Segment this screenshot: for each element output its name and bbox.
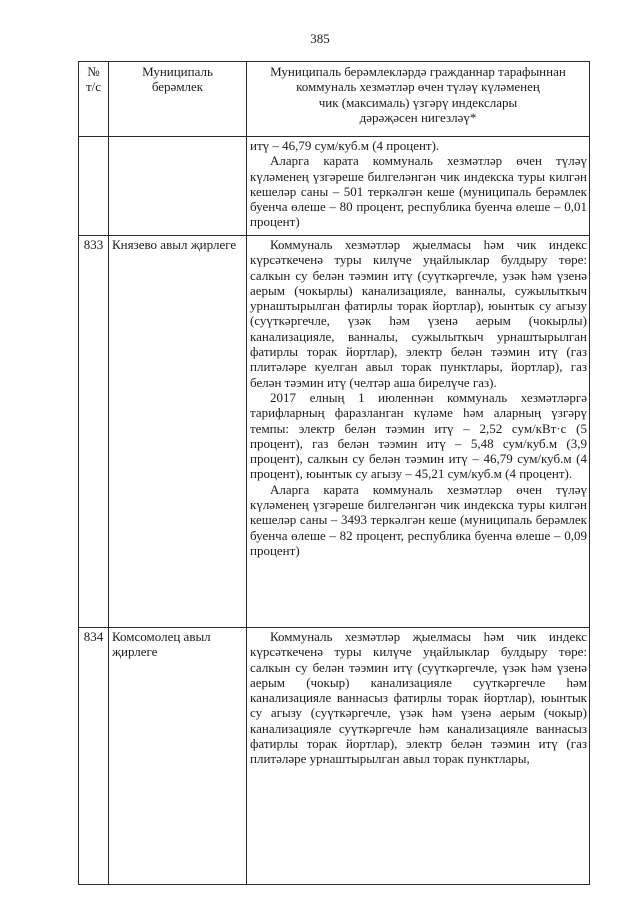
row-description <box>247 236 590 628</box>
page-number: 385 <box>310 31 330 46</box>
description-paragraph: Аларга карата коммуналь хезмәтләр өчен түләү күләменең үзгәреше билгеләнгән чик индекска туры килгән кешеләр саны – 3493 теркәлгән кеше (муниципаль берәмлек буенча өлеше – 82 процент, республика буенча өлеше – 0,09 процент) <box>250 481 587 558</box>
row-number: 834 <box>79 628 109 885</box>
description-paragraph: Коммуналь хезмәтләр җыелмасы һәм чик индекс күрсәткеченә туры килүче уңайлыклар булдыру төре: салкын су белән тәэмин итү (суүткәргечле, узәк һәм үзенә аерым (чокырлы) канализацияле, ванналы, сужылыткыч урнаштырылган фатирлы торак йортлар), юынтык су агызу (суүткәргечле, үзәк һәм үзенә аерым (чокырлы) канализацияле, ванналы, сужылыткыч урнаштырылган фатирлы торак йортлар), электр белән тәэмин итү (газ плитәләре куелган авыл торак пунктлары, йортлар), газ белән тәэмин итү (чeлтәр аша бирелүче газ). <box>250 237 587 390</box>
header-number: № т/с <box>79 62 109 137</box>
table-row <box>79 137 590 236</box>
table-header-row <box>79 62 590 137</box>
row-municipality: Комсомолец авыл җирлеге <box>109 628 247 885</box>
header-municipality: Муниципаль берәмлек <box>109 62 247 137</box>
row-municipality: Князево авыл җирлеге <box>109 236 247 628</box>
description-paragraph: итү – 46,79 сум/куб.м (4 процент). <box>250 138 440 153</box>
row-description <box>247 137 590 236</box>
row-number: 833 <box>79 236 109 628</box>
row-number <box>79 137 109 236</box>
description-paragraph: Коммуналь хезмәтләр җыелмасы һәм чик индекс күрсәткеченә туры килүче уңайлыклар булдыру төре: салкын су белән тәэмин итү (суүткәргечле, үзәк һәм үзенә аерым (чокыр) канализацияле суүткәргечле һәм канализацияле ваннасыз фатирлы торак йортлар), юынтык су агызу (суүткәргечле, үзәк һәм үзенә аерым (чокыр) канализацияле суүткәргечле һәм канализацияле ваннасыз фатирлы торак йортлар), электр белән тәэмин итү (газ плитәләре урнаштырылган авыл торак пунктлары, <box>250 629 587 767</box>
header-basis: Муниципаль берәмлекләрдә гражданнар тарафыннан коммуналь хезмәтләр өчен түләү күләменең чик (максималь) үзгәрү индекслары дәрәҗәсен нигезләү* <box>247 62 590 137</box>
description-paragraph: 2017 елның 1 июленнән коммуналь хезмәтләргә тарифларның фаразланган күләме һәм аларның үзгәрү темпы: электр белән тәэмин итү – 2,52 сум/кВт·с (5 процент), газ белән тәэмин итү – 5,48 сум/куб.м (3,9 процент), салкын су белән тәэмин итү – 46,79 сум/куб.м (4 процент), юынтык су агызу – 45,21 сум/куб.м (4 процент). <box>250 389 587 482</box>
row-municipality <box>109 137 247 236</box>
table-row <box>79 628 590 885</box>
description-paragraph: Аларга карата коммуналь хезмәтләр өчен түләү күләменең үзгәреше билгеләнгән чик индекска туры килгән кешеләр саны – 501 теркәлгән кеше (муниципаль берәмлек буенча өлеше – 80 процент, республика буенча өлеше – 0,01 процент) <box>250 153 587 230</box>
table-row <box>79 236 590 628</box>
tariff-index-table <box>78 61 590 885</box>
row-description <box>247 628 590 885</box>
